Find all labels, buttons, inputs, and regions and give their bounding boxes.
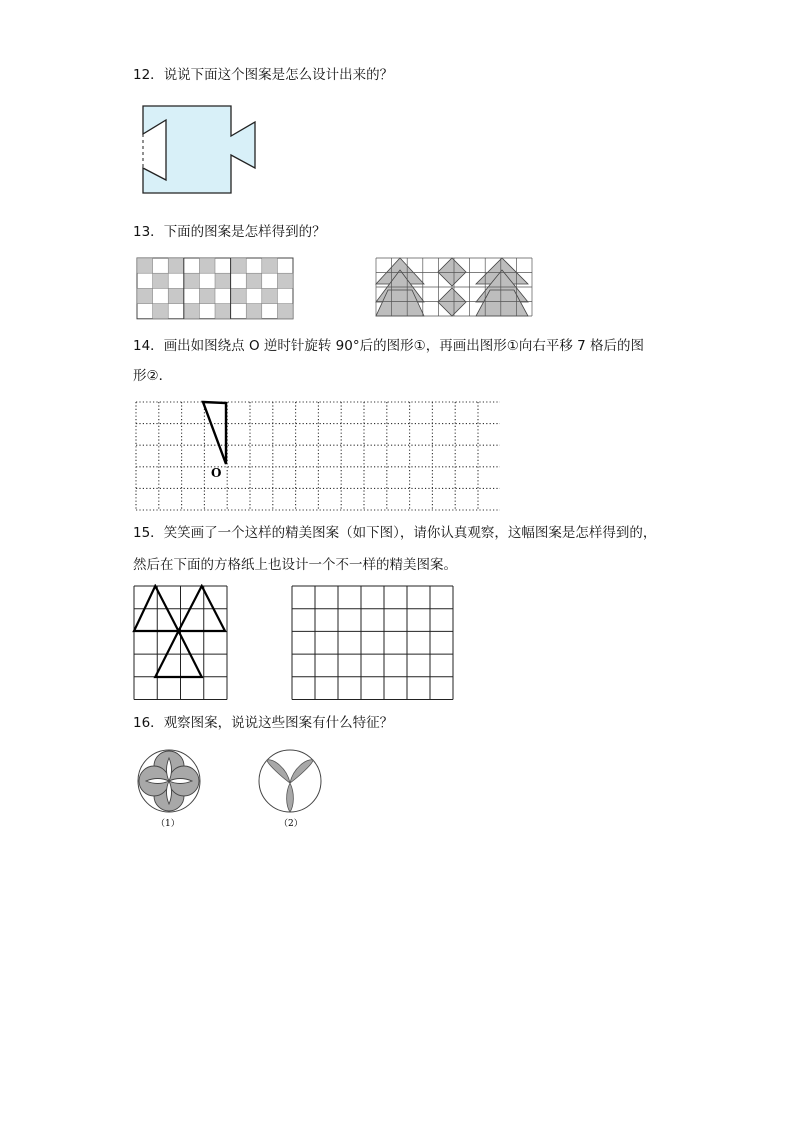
diamond-top [438, 258, 466, 286]
figure-13-triangles [374, 256, 534, 320]
figure-16-pattern-1 [136, 748, 206, 830]
figure-16-pattern-2 [257, 748, 327, 830]
design-shape [143, 106, 255, 193]
checker-square [246, 304, 262, 319]
figure-15-triangle-pattern [132, 584, 230, 702]
question-number: 12． [133, 67, 164, 83]
checker-square [231, 258, 247, 273]
question-text-line2: 然后在下面的方格纸上也设计一个不一样的精美图案。 [133, 557, 457, 573]
question-text-line2: 形②． [133, 368, 173, 384]
right-triangle [203, 402, 226, 464]
diamond-bottom [438, 288, 466, 316]
checker-square [277, 304, 293, 319]
question-number: 15． [133, 525, 164, 541]
question-text-line1: 画出如图绕点 O 逆时针旋转 90°后的图形①，再画出图形①向右平移 7 格后的图 [163, 338, 644, 354]
question-text: 说说下面这个图案是怎么设计出来的？ [163, 67, 394, 83]
question-number: 13． [133, 224, 164, 240]
checker-square [215, 304, 231, 319]
question-text: 观察图案，说说这些图案有什么特征？ [163, 715, 394, 731]
caption-1: （1） [156, 819, 180, 829]
question-text-line1: 笑笑画了一个这样的精美图案（如下图），请你认真观察，这幅图案是怎样得到的， [163, 525, 657, 541]
question-14-line2 [133, 366, 172, 386]
caption-2: （2） [279, 819, 303, 829]
figure-14-grid [134, 400, 500, 512]
question-16 [133, 713, 393, 733]
checker-square [153, 304, 169, 319]
checker-square [184, 304, 200, 319]
rotation-point-label: O [211, 466, 222, 480]
checker-square [168, 258, 184, 273]
question-15-line2 [133, 555, 457, 575]
question-14 [133, 336, 644, 356]
checker-square [277, 273, 293, 288]
figure-15-blank-grid[interactable] [290, 584, 456, 702]
checker-square [262, 288, 278, 303]
checker-square [153, 273, 169, 288]
checker-square [137, 258, 153, 273]
figure-13-checker [136, 257, 296, 321]
question-15 [133, 523, 656, 543]
question-12 [133, 65, 393, 85]
checker-square [168, 288, 184, 303]
question-number: 16． [133, 715, 164, 731]
question-number: 14． [133, 338, 164, 354]
checker-square [137, 288, 153, 303]
checker-square [199, 288, 215, 303]
checker-square [231, 288, 247, 303]
checker-square [215, 273, 231, 288]
figure-12-shape [138, 102, 260, 198]
question-13 [133, 222, 326, 242]
checker-square [262, 258, 278, 273]
checker-square [246, 273, 262, 288]
question-text: 下面的图案是怎样得到的？ [163, 224, 326, 240]
checker-square [184, 273, 200, 288]
checker-square [199, 258, 215, 273]
